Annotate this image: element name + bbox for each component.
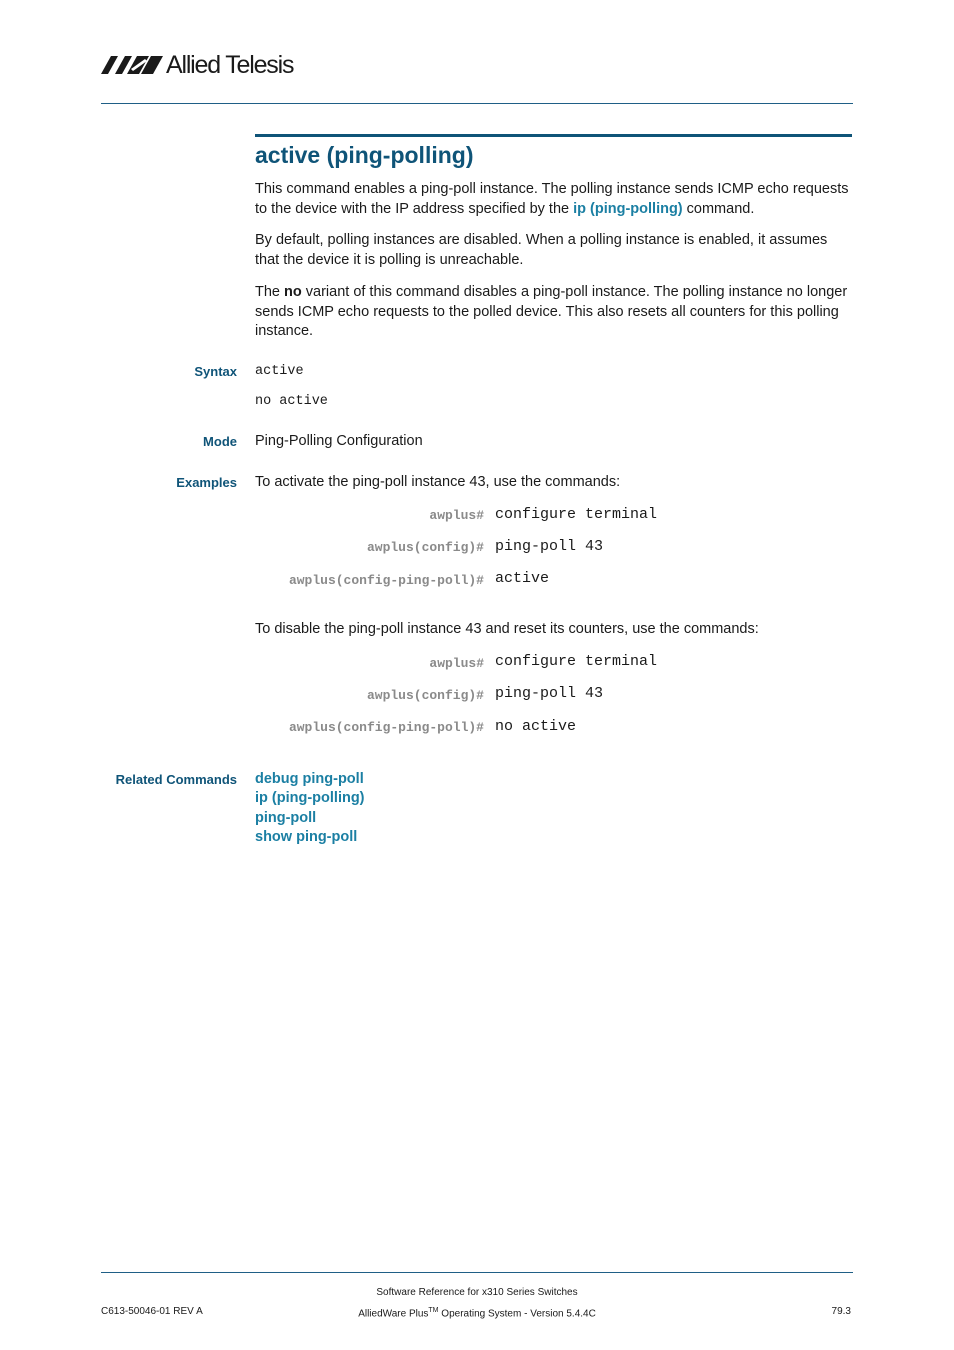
related-link-show-ping-poll[interactable]: show ping-poll — [255, 828, 358, 845]
intro-paragraph-2: By default, polling instances are disabled. When a polling instance is enabled, it assumes that the device it is polling is unreachable. — [255, 232, 828, 268]
ip-ping-polling-link[interactable]: ip (ping-polling) — [573, 200, 683, 217]
no-variant-text: The — [255, 284, 285, 300]
example-2-command-3: no active — [495, 718, 577, 735]
related-commands-list — [255, 770, 365, 847]
footer-doc-id: C613-50046-01 REV A — [101, 1306, 203, 1317]
syntax-line-1: active — [255, 364, 304, 379]
company-logo — [101, 50, 293, 80]
intro-text-end: command. — [682, 200, 755, 217]
example-1-prompt-2: awplus(config)# — [366, 540, 484, 555]
example-2-description: To disable the ping-poll instance 43 and reset its counters, use the commands: — [255, 621, 759, 637]
mode-label: Mode — [203, 434, 237, 449]
example-2-prompt-3: awplus(config-ping-poll)# — [288, 720, 484, 735]
example-2-command-1: configure terminal — [495, 653, 658, 670]
intro-paragraph-3 — [255, 283, 853, 342]
example-1-description: To activate the ping-poll instance 43, use the commands: — [255, 474, 621, 490]
related-link-ip-ping-polling[interactable]: ip (ping-polling) — [255, 790, 365, 807]
footer-version: Operating System - Version 5.4.4C — [438, 1308, 596, 1320]
page-title: active (ping-polling) — [255, 142, 474, 168]
example-1-command-2: ping-poll 43 — [495, 538, 604, 555]
syntax-line-2: no active — [255, 394, 328, 409]
allied-telesis-logo-icon — [101, 56, 163, 74]
footer-title: Software Reference for x310 Series Switches — [376, 1287, 578, 1298]
examples-label: Examples — [176, 475, 237, 490]
header-divider — [101, 103, 853, 104]
intro-text: This command enables a ping-poll instance. The polling instance sends ICMP echo requests to the device with the IP address specified by the — [255, 181, 849, 217]
footer-divider — [101, 1272, 853, 1273]
footer-product: AlliedWare Plus — [358, 1308, 429, 1320]
related-commands-label: Related Commands — [115, 772, 237, 787]
mode-value: Ping-Polling Configuration — [255, 433, 423, 449]
logo-text: Allied Telesis — [166, 51, 294, 79]
example-1-prompt-3: awplus(config-ping-poll)# — [288, 573, 484, 588]
intro-paragraph-1 — [255, 180, 853, 219]
example-2-prompt-2: awplus(config)# — [366, 688, 484, 703]
no-variant-text-end: variant of this command disables a ping-poll instance. The polling instance no longer sends ICMP echo requests to the polled device. This also resets all counters for this polling instance. — [255, 284, 848, 339]
example-1-prompt-1: awplus# — [429, 508, 484, 523]
title-divider — [255, 134, 852, 137]
example-1-command-3: active — [495, 570, 550, 587]
no-keyword: no — [284, 284, 302, 300]
syntax-label: Syntax — [194, 364, 237, 379]
example-2-command-2: ping-poll 43 — [495, 685, 604, 702]
example-1-command-1: configure terminal — [495, 506, 658, 523]
related-link-ping-poll[interactable]: ping-poll — [255, 809, 317, 826]
footer-page-number: 79.3 — [831, 1306, 851, 1317]
example-2-prompt-1: awplus# — [429, 656, 484, 671]
related-link-debug-ping-poll[interactable]: debug ping-poll — [255, 771, 364, 787]
footer-os-version — [0, 1304, 954, 1321]
trademark-mark: TM — [428, 1307, 439, 1314]
